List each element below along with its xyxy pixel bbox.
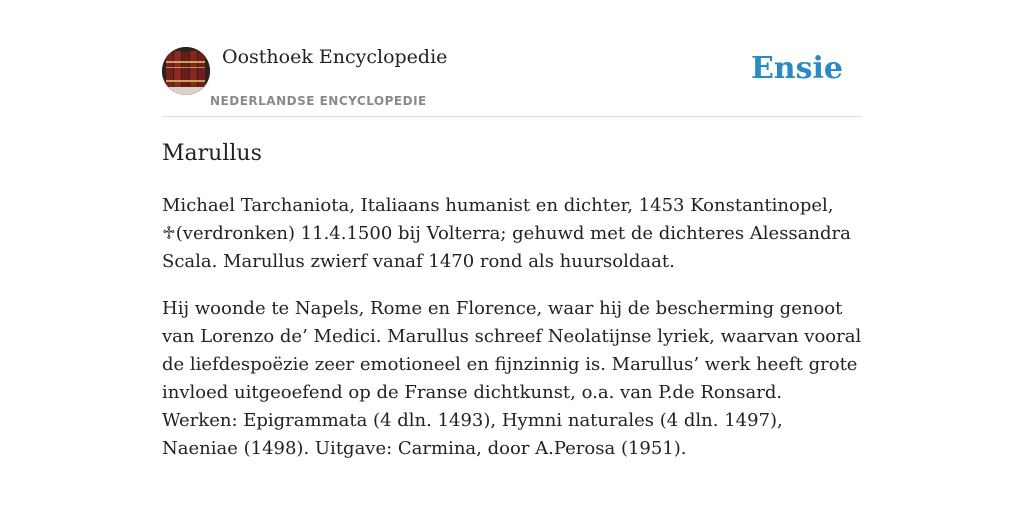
article-body bbox=[162, 192, 862, 482]
site-header bbox=[162, 0, 862, 117]
books-icon[interactable] bbox=[162, 47, 210, 95]
brand-logo-link[interactable]: Ensie bbox=[750, 51, 843, 86]
site-subtitle: NEDERLANDSE ENCYCLOPEDIE bbox=[210, 94, 427, 108]
article-paragraph: Hij woonde te Napels, Rome en Florence, waar hij de bescherming genoot van Lorenzo de’ Medici. Marullus schreef Neolatijnse lyriek, waarvan vooral de liefdespoëzie zeer emotioneel en fijnzinnig is. Marullus’ werk heeft grote invloed uitgeoefend op de Franse dichtkunst, o.a. van P.de Ronsard. Werken: Epigrammata (4 dln. 1493), Hymni naturales (4 dln. 1497), Naeniae (1498). Uitgave: Carmina, door A.Perosa (1951). bbox=[162, 298, 862, 459]
site-name-link[interactable]: Oosthoek Encyclopedie bbox=[222, 46, 448, 68]
article-paragraph: Michael Tarchaniota, Italiaans humanist en dichter, 1453 Konstantinopel, ♱(verdronken) 11.4.1500 bij Volterra; gehuwd met de dichteres Alessandra Scala. Marullus zwierf vanaf 1470 rond als huursoldaat. bbox=[162, 195, 851, 272]
page-container bbox=[162, 0, 862, 459]
article-title: Marullus bbox=[162, 141, 262, 166]
